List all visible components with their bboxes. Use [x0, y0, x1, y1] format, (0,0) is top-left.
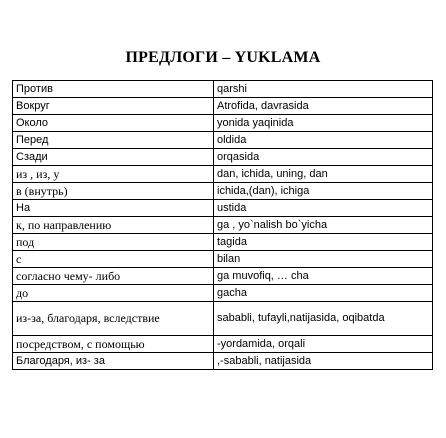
uzbek-cell: bilan	[214, 251, 433, 268]
table-row	[13, 81, 433, 98]
table-row	[13, 285, 433, 302]
table-row	[13, 149, 433, 166]
uzbek-cell: sababli, tufayli,natijasida, oqibatda	[214, 302, 433, 336]
russian-cell: согласно чему- либо	[13, 268, 214, 285]
table-row	[13, 115, 433, 132]
russian-cell: посредством, с помощью	[13, 336, 214, 353]
uzbek-cell: ,-sababli, natijasida	[214, 353, 433, 370]
table-row	[13, 132, 433, 149]
russian-cell: Перед	[13, 132, 214, 149]
russian-cell: из-за, благодаря, вследствие	[13, 302, 214, 336]
table-row	[13, 200, 433, 217]
russian-cell: Благодаря, из- за	[13, 353, 214, 370]
russian-cell: из , из, у	[13, 166, 214, 183]
table-row	[13, 166, 433, 183]
preposition-table	[12, 80, 433, 370]
table-row	[13, 302, 433, 336]
table-row	[13, 234, 433, 251]
uzbek-cell: ga , yo`nalish bo`yicha	[214, 217, 433, 234]
uzbek-cell: orqasida	[214, 149, 433, 166]
uzbek-cell: -yordamida, orqali	[214, 336, 433, 353]
russian-cell: к, по направлению	[13, 217, 214, 234]
table-row	[13, 336, 433, 353]
uzbek-cell: ga muvofiq, … cha	[214, 268, 433, 285]
uzbek-cell: tagida	[214, 234, 433, 251]
russian-cell: с	[13, 251, 214, 268]
table-row	[13, 183, 433, 200]
uzbek-cell: gacha	[214, 285, 433, 302]
table-row	[13, 353, 433, 370]
uzbek-cell: oldida	[214, 132, 433, 149]
uzbek-cell: dan, ichida, uning, dan	[214, 166, 433, 183]
russian-cell: под	[13, 234, 214, 251]
russian-cell: На	[13, 200, 214, 217]
table-row	[13, 251, 433, 268]
table-row	[13, 98, 433, 115]
uzbek-cell: yonida yaqinida	[214, 115, 433, 132]
uzbek-cell: ichida,(dan), ichiga	[214, 183, 433, 200]
page-title: ПРЕДЛОГИ – YUKLAMA	[125, 49, 321, 66]
russian-cell: Против	[13, 81, 214, 98]
russian-cell: Сзади	[13, 149, 214, 166]
russian-cell: до	[13, 285, 214, 302]
table-row	[13, 217, 433, 234]
russian-cell: Около	[13, 115, 214, 132]
uzbek-cell: ustida	[214, 200, 433, 217]
uzbek-cell: Atrofida, davrasida	[214, 98, 433, 115]
russian-cell: Вокруг	[13, 98, 214, 115]
table-body	[13, 81, 433, 370]
uzbek-cell: qarshi	[214, 81, 433, 98]
table-row	[13, 268, 433, 285]
russian-cell: в (внутрь)	[13, 183, 214, 200]
